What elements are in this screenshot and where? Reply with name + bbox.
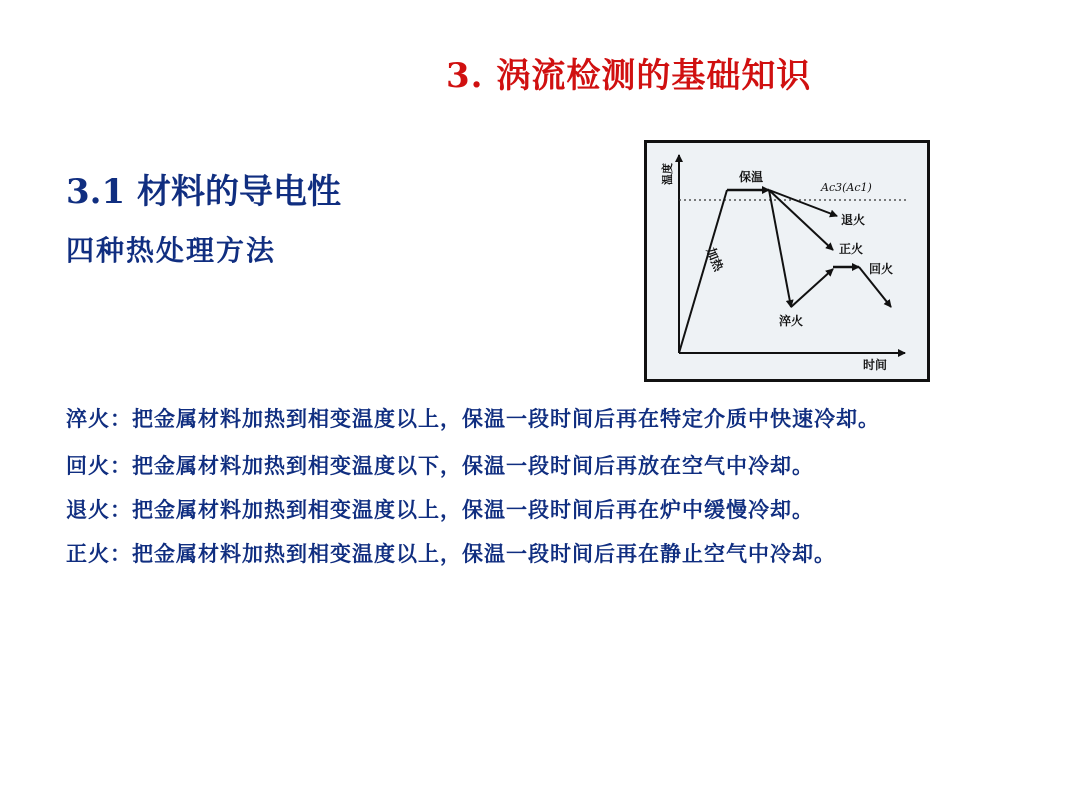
definition-text: 把金属材料加热到相变温度以上，保温一段时间后再在静止空气中冷却。 — [132, 541, 836, 566]
definitions-list — [66, 400, 1026, 576]
definition-term: 淬火 — [66, 406, 110, 431]
definition-term: 退火 — [66, 497, 110, 522]
definition-term: 正火 — [66, 541, 110, 566]
definition-separator: ： — [110, 541, 132, 566]
heat-label: 加热 — [703, 245, 726, 274]
heat-treatment-diagram-svg — [647, 143, 927, 379]
definition-temper — [66, 444, 1026, 488]
section-heading: 3.1 材料的导电性 — [66, 172, 341, 212]
heat-treatment-diagram — [644, 140, 930, 382]
definition-separator: ： — [110, 497, 132, 522]
definition-term: 回火 — [66, 453, 110, 478]
anneal-label: 退火 — [841, 213, 866, 227]
definition-quench — [66, 400, 1026, 438]
definition-separator: ： — [110, 453, 132, 478]
normalize-label: 正火 — [839, 242, 864, 256]
definition-separator: ： — [110, 406, 132, 431]
subsection-heading: 四种热处理方法 — [66, 234, 277, 267]
definition-anneal — [66, 488, 1026, 532]
temper-label: 回火 — [869, 262, 894, 276]
definition-normalize — [66, 532, 1026, 576]
ac3-label: Ac3(Ac1) — [821, 181, 872, 194]
heating-line — [679, 190, 727, 353]
hold-label: 保温 — [738, 170, 764, 184]
y-axis-label: 温度 — [661, 163, 674, 185]
definition-text: 把金属材料加热到相变温度以下，保温一段时间后再放在空气中冷却。 — [132, 453, 814, 478]
definition-text: 把金属材料加热到相变温度以上，保温一段时间后再在特定介质中快速冷却。 — [132, 406, 880, 431]
quench-label: 淬火 — [779, 314, 804, 328]
x-axis-label: 时间 — [862, 358, 888, 372]
slide-title: 3. 涡流检测的基础知识 — [446, 56, 812, 96]
definition-text: 把金属材料加热到相变温度以上，保温一段时间后再在炉中缓慢冷却。 — [132, 497, 814, 522]
temper-rise-line — [791, 269, 833, 307]
